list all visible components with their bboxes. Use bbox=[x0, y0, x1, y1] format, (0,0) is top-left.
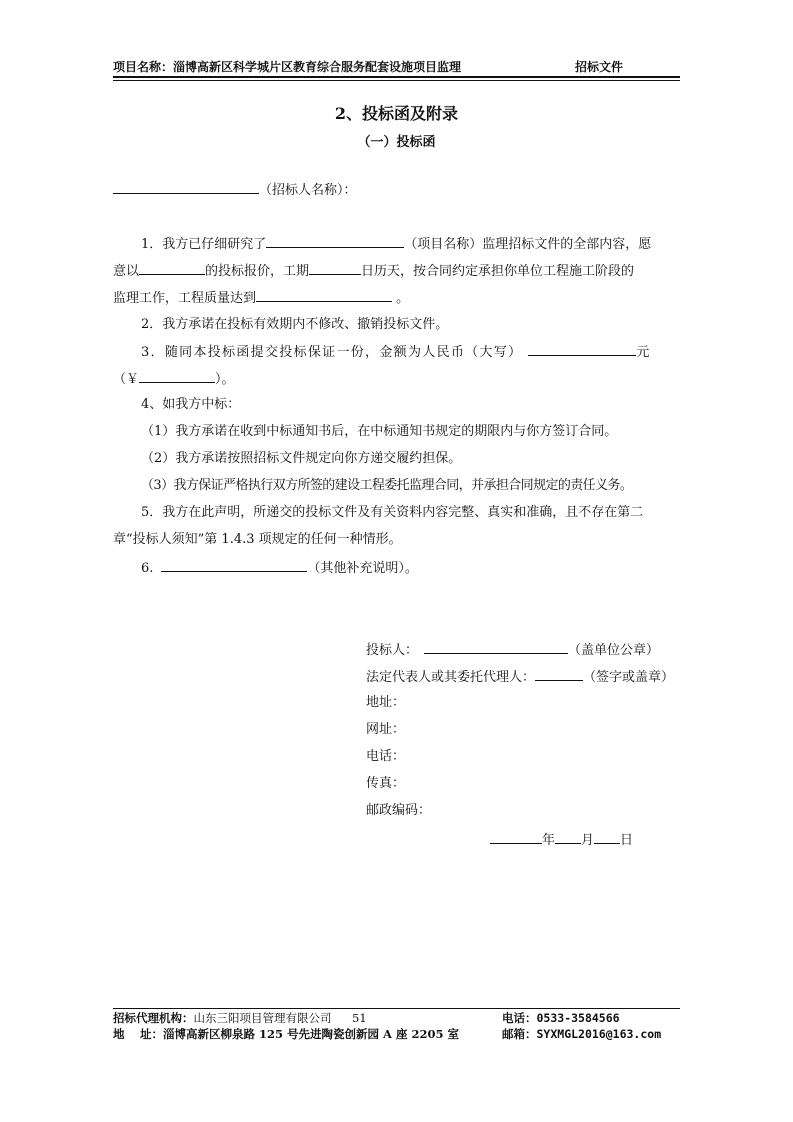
clause-3-text-d: ）。 bbox=[215, 372, 235, 387]
quality-blank[interactable] bbox=[256, 288, 392, 302]
representative-line bbox=[366, 667, 674, 687]
duration-blank[interactable] bbox=[309, 261, 361, 275]
bidder-label: 投标人： bbox=[366, 643, 419, 658]
clause-1-line-2 bbox=[113, 261, 634, 281]
bidder-blank[interactable] bbox=[424, 640, 568, 654]
fax-label: 传真： bbox=[366, 776, 406, 791]
document-type: 招标文件 bbox=[575, 60, 624, 74]
footer-rule bbox=[113, 1008, 680, 1009]
clause-1-text-a: 1．我方已仔细研究了 bbox=[141, 237, 267, 252]
amount-figures-blank[interactable] bbox=[139, 369, 215, 383]
footer-email: 邮箱：SYXMGL2016@163.com bbox=[502, 1027, 662, 1041]
phone-label: 电话： bbox=[366, 749, 406, 764]
addressee-line bbox=[113, 180, 357, 200]
clause-5-line-2: 章“投标人须知”第 1.4.3 项规定的任何一种情形。 bbox=[113, 532, 402, 547]
bidder-suffix: （盖单位公章） bbox=[568, 643, 660, 658]
clause-3-line-1 bbox=[141, 342, 649, 362]
agency-label: 招标代理机构： bbox=[113, 1011, 194, 1025]
header-rule-thin bbox=[113, 80, 680, 81]
clause-4: 4、如我方中标： bbox=[141, 397, 241, 412]
other-notes-blank[interactable] bbox=[161, 558, 307, 572]
clause-1-text-e: 日历天，按合同约定承担你单位工程施工阶段的 bbox=[361, 264, 635, 279]
clause-1-line-3 bbox=[113, 288, 409, 308]
tenderer-name-blank[interactable] bbox=[113, 180, 259, 194]
day-label: 日 bbox=[620, 833, 634, 848]
clause-4-1: （1）我方承诺在收到中标通知书后，在中标通知书规定的期限内与你方签订合同。 bbox=[141, 424, 618, 439]
header-rule-thick bbox=[113, 76, 680, 78]
clause-3-text-b: 元 bbox=[636, 345, 650, 360]
representative-label: 法定代表人或其委托代理人： bbox=[366, 670, 536, 685]
clause-4-3: （3）我方保证严格执行双方所签的建设工程委托监理合同，并承担合同规定的责任义务。 bbox=[141, 478, 633, 493]
representative-suffix: （签字或盖章） bbox=[583, 670, 675, 685]
bidder-line bbox=[366, 640, 659, 660]
day-blank[interactable] bbox=[594, 830, 620, 844]
bid-price-blank[interactable] bbox=[139, 261, 205, 275]
date-line bbox=[490, 830, 633, 850]
month-blank[interactable] bbox=[555, 830, 581, 844]
representative-blank[interactable] bbox=[535, 667, 583, 681]
page-header bbox=[113, 58, 680, 74]
clause-3-text-c: （￥ bbox=[113, 372, 140, 387]
footer-phone: 电话：0533-3584566 bbox=[502, 1011, 620, 1025]
month-label: 月 bbox=[581, 833, 595, 848]
amount-words-blank[interactable] bbox=[528, 342, 636, 356]
clause-5-line-1: 5．我方在此声明，所递交的投标文件及有关资料内容完整、真实和准确，且不存在第二 bbox=[141, 505, 644, 520]
clause-1-text-c: 意以 bbox=[113, 264, 140, 279]
agency-name: 山东三阳项目管理有限公司 bbox=[193, 1011, 332, 1025]
footer-address bbox=[113, 1027, 459, 1042]
year-label: 年 bbox=[542, 833, 556, 848]
postcode-label: 邮政编码： bbox=[366, 803, 432, 818]
address-label-footer: 地 址： bbox=[113, 1027, 164, 1041]
year-blank[interactable] bbox=[490, 830, 542, 844]
addressee-suffix: （招标人名称）： bbox=[259, 183, 357, 198]
clause-6 bbox=[141, 558, 418, 578]
clause-3-text-a: 3．随同本投标函提交投标保证一份，金额为人民币（大写） bbox=[141, 345, 523, 360]
address-value-footer: 淄博高新区柳泉路 125 号先进陶瓷创新园 A 座 2205 室 bbox=[163, 1027, 459, 1041]
clause-1-text-f: 监理工作，工程质量达到 bbox=[113, 291, 257, 306]
clause-1-text-b: （项目名称）监理招标文件的全部内容，愿 bbox=[404, 237, 652, 252]
clause-2: 2．我方承诺在投标有效期内不修改、撤销投标文件。 bbox=[141, 317, 449, 332]
clause-6-number: 6. bbox=[141, 561, 154, 576]
clause-1-line-1 bbox=[141, 234, 651, 254]
project-name: 项目名称：淄博高新区科学城片区教育综合服务配套设施项目监理 bbox=[113, 60, 462, 74]
clause-1-text-g: 。 bbox=[392, 291, 410, 306]
clause-3-line-2 bbox=[113, 369, 235, 389]
project-name-blank[interactable] bbox=[266, 234, 404, 248]
clause-1-text-d: 的投标报价，工期 bbox=[205, 264, 310, 279]
address-label: 地址： bbox=[366, 695, 406, 710]
page-number-value: 51 bbox=[352, 1011, 367, 1025]
website-label: 网址： bbox=[366, 722, 406, 737]
section-subtitle: （一）投标函 bbox=[357, 135, 436, 150]
section-title: 2、投标函及附录 bbox=[334, 104, 459, 123]
footer-agency bbox=[113, 1011, 332, 1026]
clause-6-text: （其他补充说明）。 bbox=[307, 561, 418, 576]
clause-4-2: （2）我方承诺按照招标文件规定向你方递交履约担保。 bbox=[141, 451, 462, 466]
page-number bbox=[352, 1011, 367, 1026]
